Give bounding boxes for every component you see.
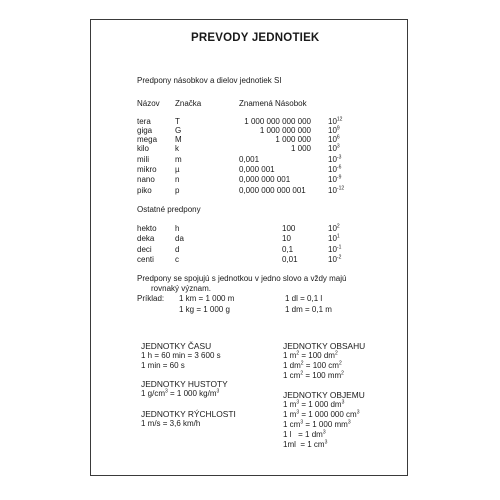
table-row-symbol: T — [175, 117, 180, 126]
table-row-name: tera — [137, 117, 151, 126]
table-row-symbol: k — [175, 144, 179, 153]
table-row-power: $10^{-3}$ — [328, 154, 342, 164]
volume-units-line: 1 $cm^3 = 1$ 000 $mm^3$ — [283, 419, 351, 429]
speed-units-heading: JEDNOTKY RÝCHLOSTI — [141, 409, 236, 419]
document-page — [90, 19, 408, 476]
table-row-name: deka — [137, 234, 155, 243]
column-header-symbol: Značka — [175, 99, 202, 108]
table-row-value: 0,1 — [282, 245, 294, 254]
table-row-symbol: d — [175, 245, 180, 254]
time-units-line-1: 1 h = 60 min = 3 600 s — [141, 351, 221, 360]
volume-units-line: 1ml = 1 $cm^3$ — [283, 439, 328, 449]
table-row-value: 100 — [282, 224, 296, 233]
table-row-value: 0,000 001 — [239, 165, 275, 174]
table-row-symbol: G — [175, 126, 182, 135]
density-units-line: 1 $g/cm^3 = 1$ 000 $kg/m^3$ — [141, 388, 220, 398]
table-row-value: 0,000 000 001 — [239, 175, 291, 184]
table-row-value: 1 000 000 000 — [259, 126, 311, 135]
table-row-power: $10^{12}$ — [328, 116, 343, 126]
table-row-power: $10^3$ — [328, 143, 340, 153]
table-row-value: 0,001 — [239, 155, 260, 164]
table-row-power: $10^9$ — [328, 125, 340, 135]
table-row-value: 1 000 000 000 000 — [244, 117, 311, 126]
table-row-power: $10^{-12}$ — [328, 185, 345, 195]
volume-units-line: 1 $m^3 = 1$ 000 $dm^3$ — [283, 399, 345, 409]
example-km: 1 km = 1 000 m — [179, 294, 235, 303]
table-row-symbol: p — [175, 186, 180, 195]
table-row-power: $10^{-1}$ — [328, 244, 342, 254]
area-units-line: 1 $dm^2 = 100$ $cm^2$ — [283, 360, 342, 370]
volume-units-line: 1 l = 1 $dm^3$ — [283, 429, 326, 439]
area-units-heading: JEDNOTKY OBSAHU — [283, 341, 366, 351]
volume-units-heading: JEDNOTKY OBJEMU — [283, 390, 365, 400]
table-row-name: mega — [137, 135, 158, 144]
area-units-line: 1 $m^2 = 100$ $dm^2$ — [283, 350, 338, 360]
table-row-name: deci — [137, 245, 152, 254]
table-row-power: $10^2$ — [328, 223, 340, 233]
table-row-name: mili — [137, 155, 149, 164]
table-row-symbol: da — [175, 234, 184, 243]
note-line-1: Predpony se spojujú s jednotkou v jedno slovo a vždy majú — [137, 274, 347, 283]
area-units-line: 1 $cm^2 = 100$ $mm^2$ — [283, 370, 344, 380]
example-dl: 1 dl = 0,1 l — [285, 294, 323, 303]
example-dm: 1 dm = 0,1 m — [285, 305, 332, 314]
table-row-symbol: c — [175, 255, 179, 264]
table-row-name: piko — [137, 186, 152, 195]
table-row-power: $10^{-9}$ — [328, 174, 342, 184]
table-row-power: $10^{-6}$ — [328, 164, 342, 174]
table-row-symbol: n — [175, 175, 180, 184]
time-units-line-2: 1 min = 60 s — [141, 361, 185, 370]
table-row-value: 10 — [282, 234, 291, 243]
si-prefix-heading: Predpony násobkov a dielov jednotiek SI — [137, 76, 282, 85]
table-row-name: centi — [137, 255, 154, 264]
table-row-name: hekto — [137, 224, 157, 233]
table-row-power: $10^{-2}$ — [328, 254, 342, 264]
table-row-symbol: h — [175, 224, 180, 233]
table-row-symbol: µ — [175, 165, 180, 174]
note-line-2: rovnaký význam. — [151, 284, 212, 293]
table-row-power: $10^6$ — [328, 134, 340, 144]
page-title: PREVODY JEDNOTIEK — [191, 32, 320, 44]
density-units-heading: JEDNOTKY HUSTOTY — [141, 379, 228, 389]
time-units-heading: JEDNOTKY ČASU — [141, 341, 212, 351]
volume-units-line: 1 $m^3 = 1$ 000 000 $cm^3$ — [283, 409, 360, 419]
table-row-value: 1 000 000 — [275, 135, 311, 144]
column-header-name: Názov — [137, 99, 160, 108]
table-row-value: 0,000 000 000 001 — [239, 186, 306, 195]
table-row-power: $10^1$ — [328, 233, 340, 243]
table-row-symbol: M — [175, 135, 182, 144]
table-row-value: 1 000 — [290, 144, 311, 153]
example-kg: 1 kg = 1 000 g — [179, 305, 230, 314]
table-row-name: giga — [137, 126, 153, 135]
table-row-symbol: m — [175, 155, 182, 164]
table-row-name: nano — [137, 175, 155, 184]
table-row-name: mikro — [137, 165, 157, 174]
table-row-value: 0,01 — [282, 255, 298, 264]
other-prefix-heading: Ostatné predpony — [137, 205, 201, 214]
speed-units-line: 1 m/s = 3,6 km/h — [141, 419, 201, 428]
column-header-value: Znamená Násobok — [239, 99, 307, 108]
example-label: Príklad: — [137, 294, 165, 303]
table-row-name: kilo — [137, 144, 150, 153]
